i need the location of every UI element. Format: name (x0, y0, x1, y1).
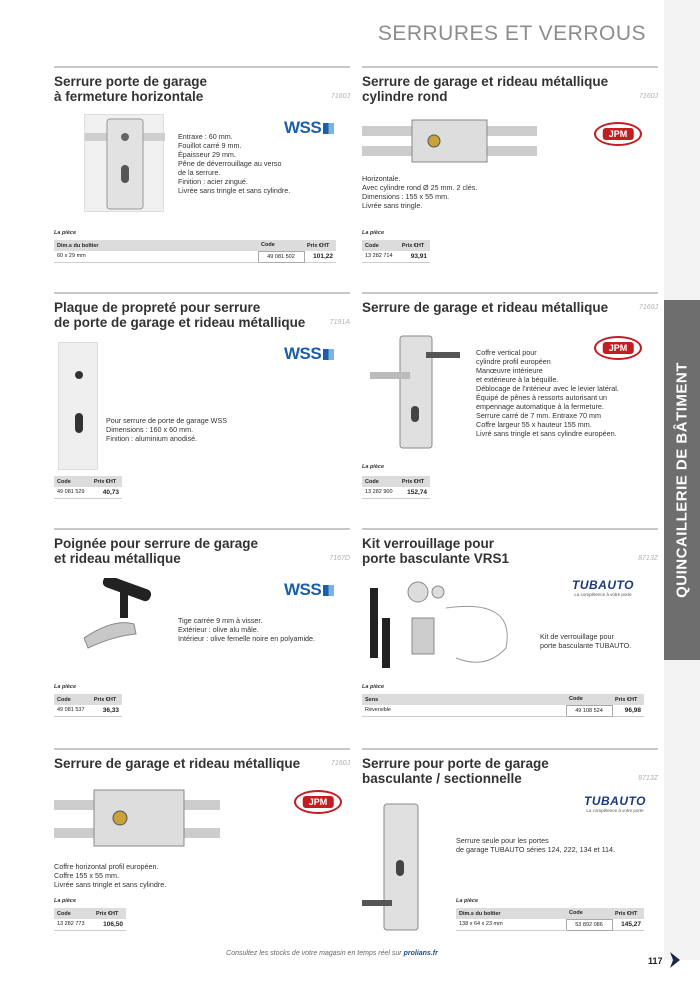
brand-logo-wss: WSS (284, 580, 334, 600)
product-card (362, 66, 658, 276)
next-page-arrow-icon[interactable] (668, 950, 682, 970)
brand-logo-tubauto: TUBAUTO La compétence à votre porte (584, 794, 646, 813)
brand-logo-jpm: JPM (594, 122, 642, 146)
divider (54, 528, 350, 530)
section-tab-label: QUINCAILLERIE DE BÂTIMENT (673, 362, 691, 598)
product-description: Horizontale. Avec cylindre rond Ø 25 mm. 2 clés. Dimensions : 155 x 55 mm. Livrée sans tringle. (362, 174, 478, 210)
product-image (370, 332, 462, 452)
product-description: Pour serrure de porte de garage WSS Dimensions : 160 x 60 mm. Finition : aluminium anodisé. (106, 416, 228, 443)
price-table: Code Prix €HT 13 282 773 106,50 (54, 908, 126, 931)
brand-logo-wss: WSS (284, 118, 334, 138)
product-ref: 7167D (329, 555, 350, 562)
product-image (362, 116, 537, 170)
price-table: Sens Code Prix €HT Réversible 49 108 524 96,98 (362, 694, 644, 717)
unit-label: La pièce (362, 464, 385, 470)
footer-note: Consultez les stocks de votre magasin en temps réel sur prolians.fr (226, 950, 438, 957)
product-image (74, 578, 174, 654)
price-table: Code Prix €HT 13 282 714 93,91 (362, 240, 430, 263)
product-title: Poignée pour serrure de garage et rideau métallique (54, 536, 259, 566)
table-row: 49 081 529 40,73 (54, 487, 122, 498)
table-row: 60 x 29 mm 49 081 502 101,22 (54, 251, 336, 262)
product-description: Kit de verrouillage pour porte basculante TUBAUTO. (540, 632, 632, 650)
product-description: Coffre vertical pour cylindre profil européen Manœuvre intérieure et extérieure à la béquille. Déblocage de l'intérieur avec le levier latéral. Équipé de pênes à ressorts autorisant un empennage automatique à la fermeture. Serrure carré de 7 mm. Entraxe 70 mm Coffre largeur 55 x hauteur 155 mm. Livré sans tringle et sans cylindre européen. (476, 348, 619, 438)
product-description: Tige carrée 9 mm à visser. Extérieur : olive alu mâle. Intérieur : olive femelle noire en polyamide. (178, 616, 316, 643)
product-ref: 7160J (638, 304, 658, 311)
page-title: SERRURES ET VERROUS (377, 22, 646, 45)
price-table: Code Prix €HT 49 081 537 36,33 (54, 694, 122, 717)
unit-label: La pièce (362, 230, 385, 236)
unit-label: La pièce (456, 898, 479, 904)
product-image (362, 800, 448, 940)
lock-icon (370, 332, 462, 452)
product-ref: 8713Z (638, 555, 658, 562)
product-card (362, 748, 658, 943)
brand-logo-jpm: JPM (594, 336, 642, 360)
section-tab[interactable] (664, 300, 700, 660)
product-title: Plaque de propreté pour serrure de porte de garage et rideau métallique (54, 300, 306, 330)
unit-label: La pièce (54, 230, 77, 236)
kit-icon (366, 578, 516, 674)
divider (54, 292, 350, 294)
product-card (54, 528, 350, 728)
unit-label: La pièce (362, 684, 385, 690)
lock-icon (362, 800, 448, 940)
product-title: Serrure porte de garage à fermeture horizontale (54, 74, 208, 104)
product-title: Serrure pour porte de garage basculante / sectionnelle (362, 756, 549, 786)
lock-icon (85, 115, 165, 213)
product-image (366, 578, 516, 674)
product-ref: 8713Z (638, 775, 658, 782)
table-row: 13 282 714 93,91 (362, 251, 430, 262)
divider (362, 748, 658, 750)
page-header (0, 0, 664, 50)
product-description: Entraxe : 60 mm. Fouillot carré 9 mm. Épaisseur 29 mm. Pêne de déverrouillage au verso de la serrure. Finition : acier zingué. Livrée sans tringle et sans cylindre. (178, 132, 291, 195)
product-title: Serrure de garage et rideau métallique (54, 756, 301, 771)
divider (362, 66, 658, 68)
product-card (362, 292, 658, 507)
product-title: Kit verrouillage pour porte basculante VRS1 (362, 536, 510, 566)
price-table: Code Prix €HT 13 282 900 152,74 (362, 476, 430, 499)
price-table: Dim.s du boîtier Code Prix €HT 60 x 29 mm 49 081 502 101,22 (54, 240, 336, 263)
table-row: 13 282 773 106,50 (54, 919, 126, 930)
product-card (54, 292, 350, 507)
unit-label: La pièce (54, 684, 77, 690)
site-link[interactable]: prolians.fr (403, 950, 438, 957)
lock-icon (54, 784, 220, 856)
page-number: 117 (648, 956, 663, 966)
handle-icon (74, 578, 174, 654)
product-image (84, 114, 164, 212)
divider (362, 292, 658, 294)
product-title: Serrure de garage et rideau métallique (362, 300, 609, 315)
product-ref: 7160J (330, 93, 350, 100)
product-image (58, 342, 98, 470)
product-card (54, 748, 350, 943)
product-card (54, 66, 350, 276)
divider (54, 748, 350, 750)
brand-logo-wss: WSS (284, 344, 334, 364)
price-table: Dim.s du boîtier Code Prix €HT 138 x 64 x 23 mm 53 892 086 145,27 (456, 908, 644, 931)
table-row: 49 081 537 36,33 (54, 705, 122, 716)
product-description: Serrure seule pour les portes de garage TUBAUTO séries 124, 222, 134 et 114. (456, 836, 616, 854)
divider (54, 66, 350, 68)
brand-logo-jpm: JPM (294, 790, 342, 814)
product-image (54, 784, 220, 856)
product-description: Coffre horizontal profil européen. Coffre 155 x 55 mm. Livrée sans tringle et sans cylindre. (54, 862, 167, 889)
product-ref: 7160J (638, 93, 658, 100)
table-row: Réversible 49 108 524 96,98 (362, 705, 644, 716)
table-row: 138 x 64 x 23 mm 53 892 086 145,27 (456, 919, 644, 930)
lock-icon (362, 116, 537, 170)
table-row: 13 282 900 152,74 (362, 487, 430, 498)
product-ref: 7191A (329, 319, 350, 326)
sidebar (664, 0, 700, 992)
unit-label: La pièce (54, 898, 77, 904)
brand-logo-tubauto: TUBAUTO La compétence à votre porte (572, 578, 634, 597)
plate-icon (59, 343, 99, 471)
product-card (362, 528, 658, 728)
product-title: Serrure de garage et rideau métallique cylindre rond (362, 74, 609, 104)
product-ref: 7160J (330, 760, 350, 767)
divider (362, 528, 658, 530)
price-table: Code Prix €HT 49 081 529 40,73 (54, 476, 122, 499)
